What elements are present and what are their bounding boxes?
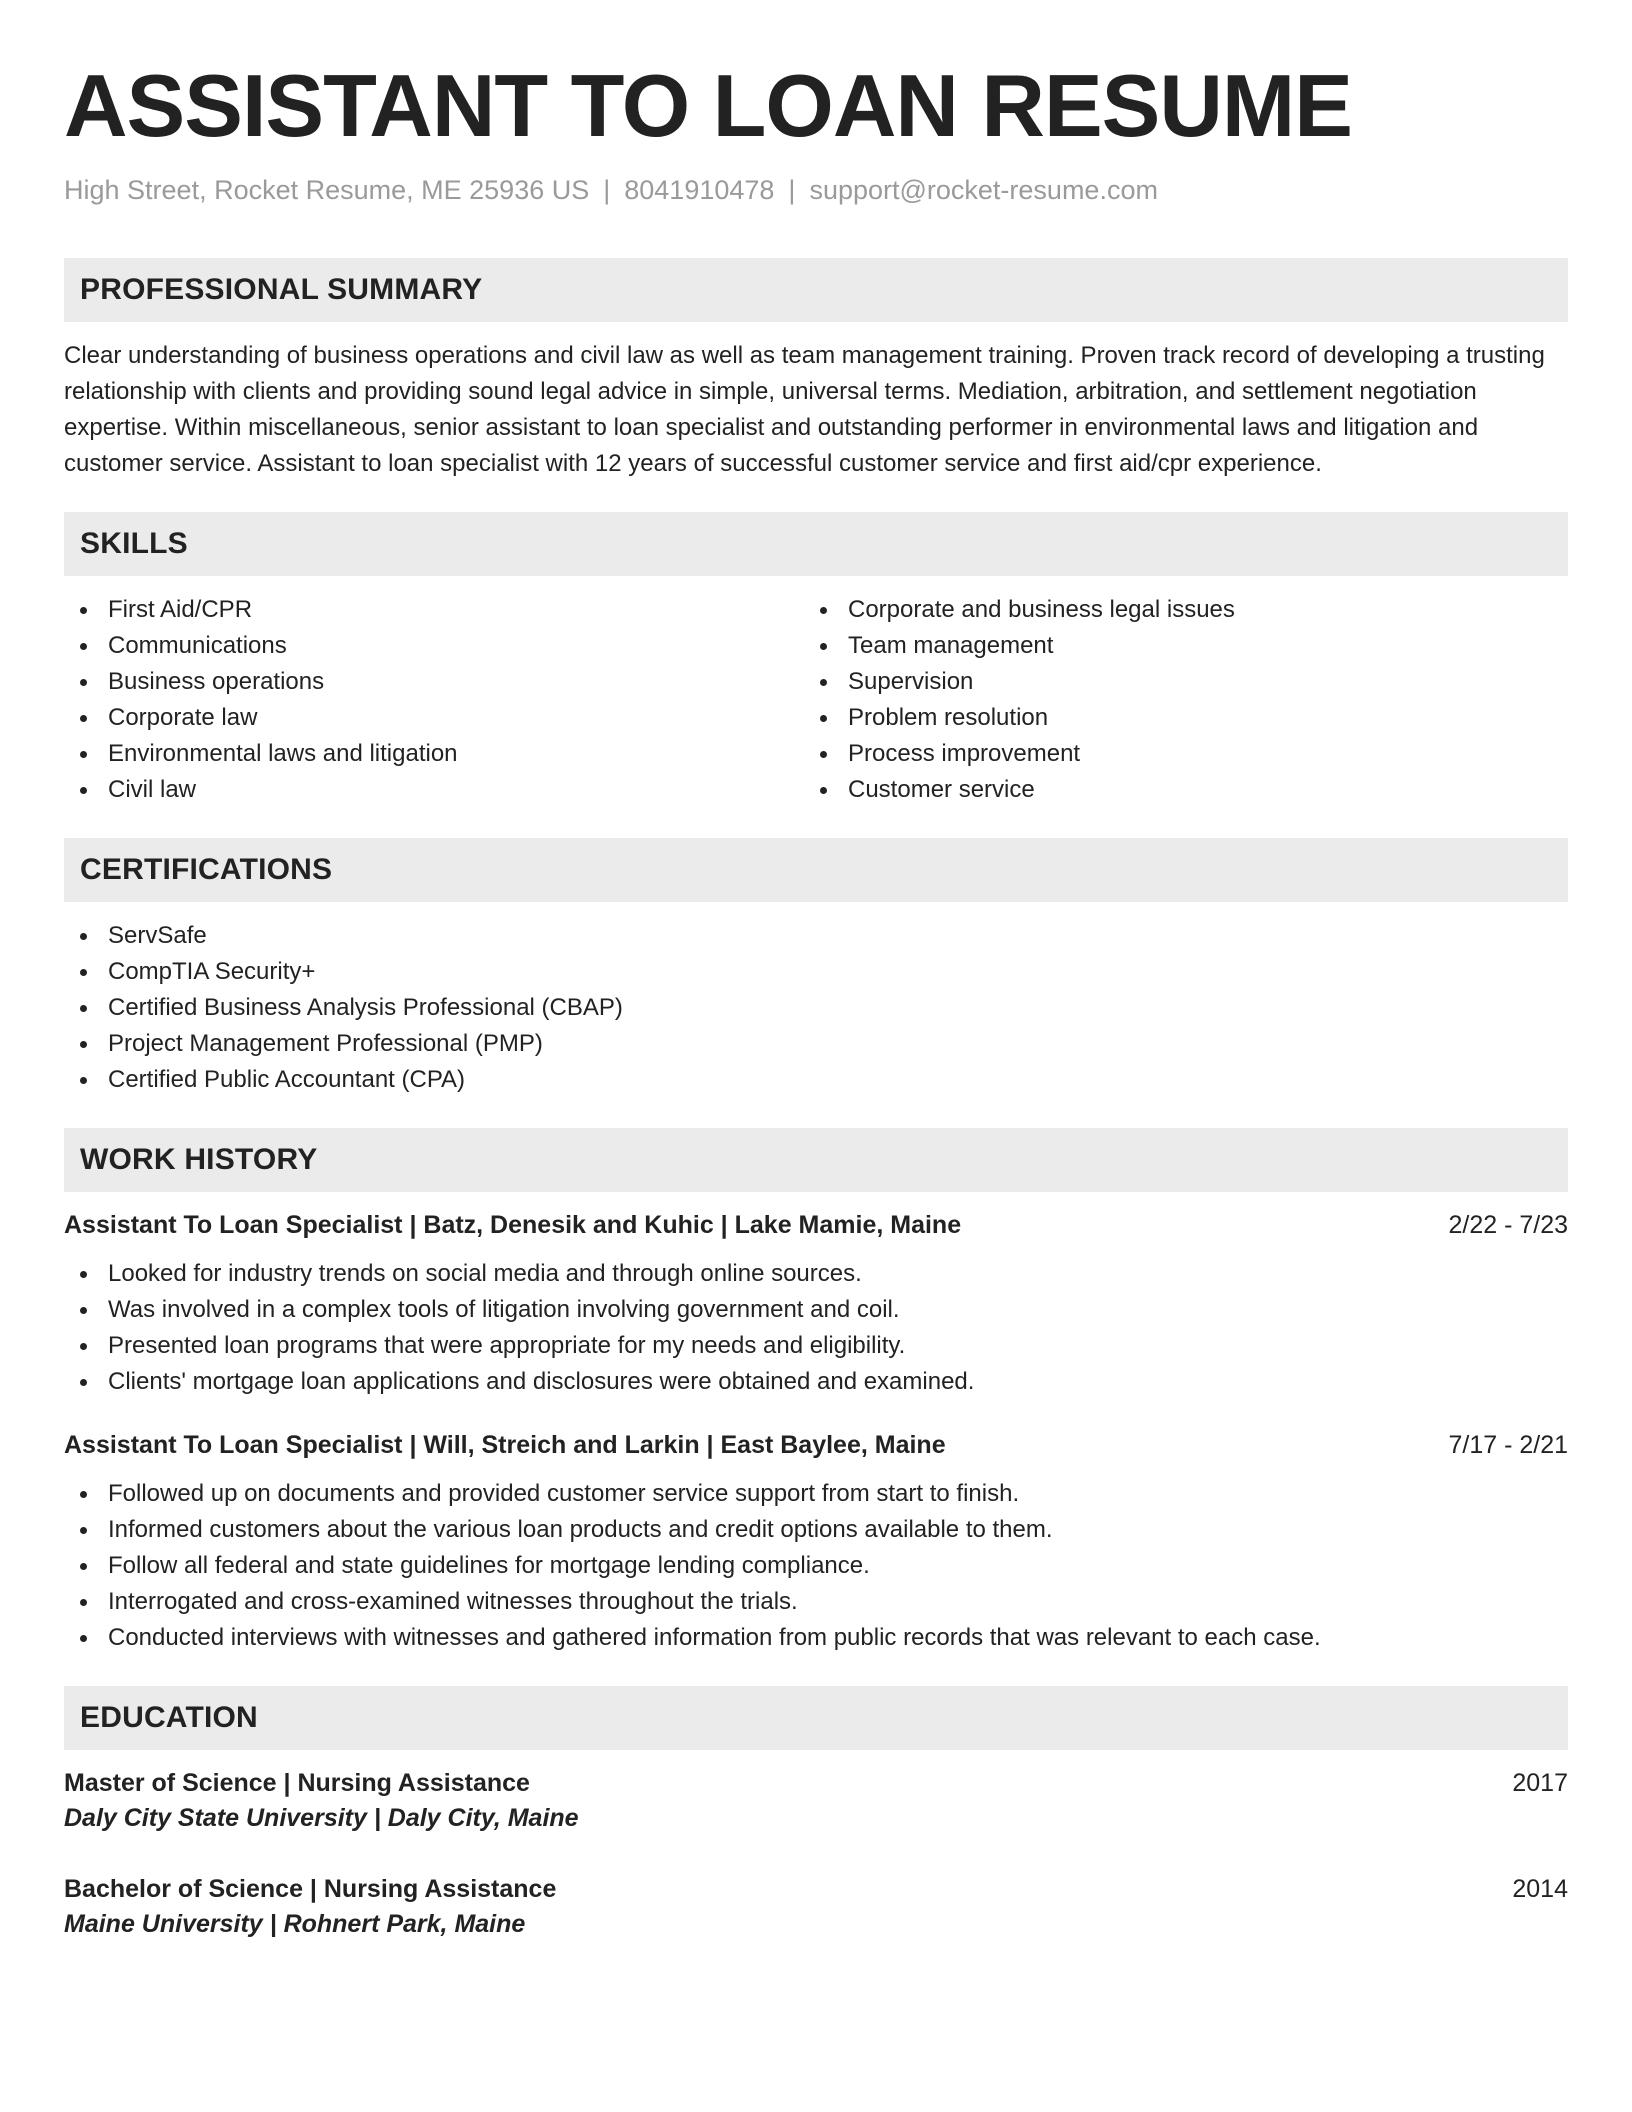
contact-email[interactable]: support@rocket-resume.com — [809, 175, 1158, 205]
job-entry — [64, 1428, 1568, 1656]
job-bullet: Follow all federal and state guidelines for mortgage lending compliance. — [64, 1548, 1568, 1584]
education-header — [64, 1872, 1568, 1906]
summary-heading: PROFESSIONAL SUMMARY — [64, 258, 1568, 322]
certification-item: Project Management Professional (PMP) — [64, 1026, 1568, 1062]
contact-address: High Street, Rocket Resume, ME 25936 US — [64, 175, 590, 205]
job-bullet: Looked for industry trends on social media and through online sources. — [64, 1256, 1568, 1292]
summary-text: Clear understanding of business operations and civil law as well as team management training. Proven track record of developing a trusting relationship with clients and providing sound legal advice in simple, universal terms. Mediation, arbitration, and settlement negotiation expertise. Within miscellaneous, senior assistant to loan specialist and outstanding performer in environmental laws and litigation and customer service. Assistant to loan specialist with 12 years of successful customer service and first aid/cpr experience. — [64, 342, 1545, 477]
skills-column-left — [64, 592, 804, 808]
skill-item: Environmental laws and litigation — [64, 736, 804, 772]
education-heading: EDUCATION — [64, 1686, 1568, 1750]
resume-title: ASSISTANT TO LOAN RESUME — [64, 56, 1352, 155]
job-bullet: Was involved in a complex tools of litigation involving government and coil. — [64, 1292, 1568, 1328]
job-bullet: Clients' mortgage loan applications and disclosures were obtained and examined. — [64, 1364, 1568, 1400]
job-title: Assistant To Loan Specialist | Will, Streich and Larkin | East Baylee, Maine — [64, 1431, 946, 1459]
skill-item: First Aid/CPR — [64, 592, 804, 628]
contact-separator: | — [603, 175, 611, 205]
job-entry — [64, 1208, 1568, 1400]
certification-item: ServSafe — [64, 918, 1568, 954]
skill-item: Business operations — [64, 664, 804, 700]
work-history-heading: WORK HISTORY — [64, 1128, 1568, 1192]
job-bullet: Informed customers about the various loan products and credit options available to them. — [64, 1512, 1568, 1548]
skill-item: Customer service — [804, 772, 1544, 808]
skill-item: Corporate law — [64, 700, 804, 736]
job-header — [64, 1428, 1568, 1462]
contact-separator: | — [788, 175, 796, 205]
education-year: 2017 — [1512, 1769, 1568, 1797]
education-header — [64, 1766, 1568, 1800]
skills-column-right — [804, 592, 1544, 808]
education-degree: Bachelor of Science | Nursing Assistance — [64, 1875, 557, 1903]
skills-list — [64, 592, 1568, 808]
job-bullets — [64, 1256, 1568, 1400]
job-title: Assistant To Loan Specialist | Batz, Denesik and Kuhic | Lake Mamie, Maine — [64, 1211, 962, 1239]
skill-item: Supervision — [804, 664, 1544, 700]
skill-item: Team management — [804, 628, 1544, 664]
certifications-list — [64, 918, 1568, 1098]
education-school: Daly City State University | Daly City, Maine — [64, 1804, 579, 1832]
job-header — [64, 1208, 1568, 1242]
job-bullet: Presented loan programs that were appropriate for my needs and eligibility. — [64, 1328, 1568, 1364]
skill-item: Civil law — [64, 772, 804, 808]
education-school: Maine University | Rohnert Park, Maine — [64, 1910, 526, 1938]
job-bullet: Interrogated and cross-examined witnesses throughout the trials. — [64, 1584, 1568, 1620]
job-bullet: Followed up on documents and provided customer service support from start to finish. — [64, 1476, 1568, 1512]
job-dates: 7/17 - 2/21 — [1448, 1431, 1568, 1459]
skill-item: Problem resolution — [804, 700, 1544, 736]
contact-phone: 8041910478 — [624, 175, 775, 205]
certification-item: Certified Public Accountant (CPA) — [64, 1062, 1568, 1098]
education-entry — [64, 1872, 1568, 1942]
job-bullets — [64, 1476, 1568, 1656]
contact-line — [64, 174, 1568, 206]
certifications-heading: CERTIFICATIONS — [64, 838, 1568, 902]
skill-item: Process improvement — [804, 736, 1544, 772]
certification-item: Certified Business Analysis Professional (CBAP) — [64, 990, 1568, 1026]
skill-item: Communications — [64, 628, 804, 664]
skill-item: Corporate and business legal issues — [804, 592, 1544, 628]
job-bullet: Conducted interviews with witnesses and gathered information from public records that was relevant to each case. — [64, 1620, 1568, 1656]
education-degree: Master of Science | Nursing Assistance — [64, 1769, 530, 1797]
skills-heading: SKILLS — [64, 512, 1568, 576]
education-entry — [64, 1766, 1568, 1836]
job-dates: 2/22 - 7/23 — [1448, 1211, 1568, 1239]
certification-item: CompTIA Security+ — [64, 954, 1568, 990]
education-year: 2014 — [1512, 1875, 1568, 1903]
